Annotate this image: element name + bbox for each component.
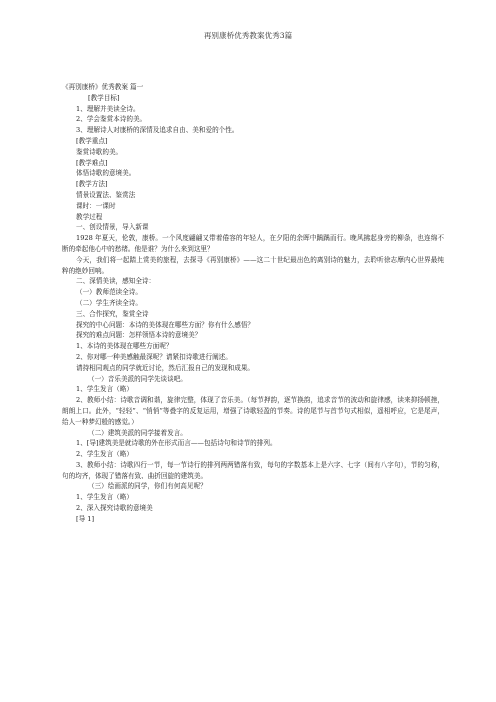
text-line: 一、创设情景，导入新课	[76, 223, 149, 232]
text-line: 三、合作探究，鉴赏全诗	[76, 309, 149, 318]
text-line: 2、深入探究诗歌的意境美	[76, 504, 153, 513]
text-line: 2、你对哪一种美感触最深呢？请紧扣诗歌进行阐述。	[76, 352, 232, 361]
text-line: 1、[导]建筑美是就诗歌的外在形式而言——包括诗句和诗节的排列。	[76, 439, 277, 448]
text-line: 探究的难点问题：怎样领悟本诗的意境美？	[76, 331, 202, 340]
text-line: 1、学生发言（略）	[76, 493, 133, 502]
text-line: 二、深情美读，感知全诗：	[76, 277, 156, 286]
paragraph: 2、教师小结：诗歌音调和谐，旋律完整，体现了音乐美。（每节押韵，逐节换韵，追求音节的波动和旋律感，读来抑扬顿挫，朗朗上口。此外，“轻轻”、“悄悄”等叠字的反复运用，增强了诗歌轻盈的节奏。诗的尾节与首节句式相似，遥相呼应，它是尾声，给人一种梦幻般的感觉。）	[62, 396, 444, 426]
text-line: 1、本诗的美体现在哪些方面呢？	[76, 342, 173, 351]
text-line: 2、学生发言（略）	[76, 450, 133, 459]
text-line: 1、学生发言（略）	[76, 385, 133, 394]
key-points-label: [教学重点]	[76, 136, 108, 145]
text-line: 探究的中心问题：本诗的美体现在哪些方面？你有什么感悟？	[76, 320, 255, 329]
text-line: 课时：一课时	[76, 201, 116, 210]
text-line: 教学过程	[76, 212, 103, 221]
paragraph: 今天，我们将一起踏上赏美的旅程，去探寻《再别康桥》——这二十世纪最出色的离别诗的魅力，去聆听徐志摩内心世界最纯粹的绝妙回响。	[62, 255, 444, 275]
document-title: 再别康桥优秀教案优秀3篇	[203, 31, 293, 40]
text-line: 1、理解并美读全诗。	[76, 104, 140, 113]
methods-label: [教学方法]	[76, 180, 108, 189]
document-body	[62, 82, 444, 525]
text-line: 请持相同观点的同学就近讨论，然后汇报自己的发现和成果。	[76, 363, 255, 372]
text-line: （一）教师范读全诗。	[76, 288, 142, 297]
objectives-label: [教学目标]	[88, 93, 120, 102]
text-line: （三）绘画派的同学，你们有何高见呢？	[88, 482, 207, 491]
text-line: （一）音乐美派的同学先谈谈吧。	[88, 374, 187, 383]
text-line: （二）学生齐读全诗。	[76, 298, 142, 307]
text-line: 3、理解诗人对康桥的深情及追求自由、美和爱的个性。	[76, 126, 239, 135]
text-line: 鉴赏诗歌的美。	[76, 147, 123, 156]
text-line: 体悟诗歌的意境美。	[76, 169, 136, 178]
text-line: 2、学会鉴赏本诗的美。	[76, 115, 147, 124]
paragraph: 3、教师小结：诗歌四行一节，每一节诗行的排列两两错落有致，每句的字数基本上是六字、七字（间有八字句），节的匀称，句的均齐，体现了错落有致、曲折回旋的建筑美。	[62, 460, 444, 480]
text-line: （二）建筑美派的同学接着发言。	[88, 428, 187, 437]
text-line: 情景设置法、鉴赏法	[76, 190, 136, 199]
text-line: [导 1]	[76, 514, 95, 523]
difficulties-label: [教学难点]	[76, 158, 108, 167]
section-heading: 《再别康桥》优秀教案 篇一	[62, 83, 144, 91]
paragraph: 1928 年夏天，伦敦，康桥。一个风度翩翩又带着倦容的年轻人，在夕阳的余晖中踽踽而行。晚风拂起身旁的柳条，也连绵不断的牵起他心中的愁绪。他是谁？为什么来到这里？	[62, 234, 444, 253]
